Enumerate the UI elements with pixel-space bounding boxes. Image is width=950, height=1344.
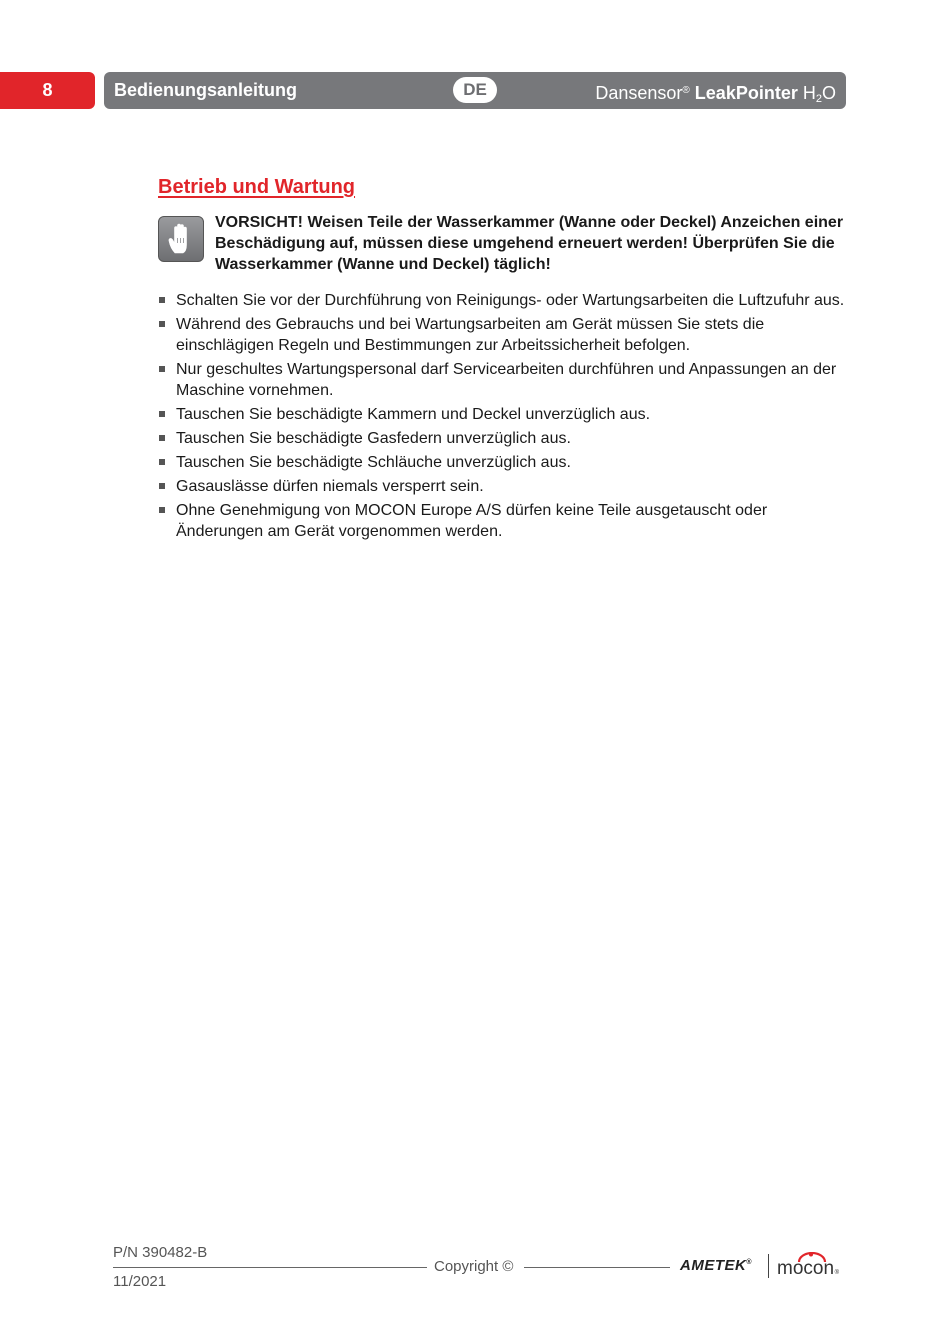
part-number: P/N 390482-B — [113, 1244, 208, 1261]
maintenance-list — [158, 290, 848, 545]
ametek-logo — [680, 1257, 752, 1274]
language-badge: DE — [453, 77, 497, 103]
footer-divider-right — [524, 1267, 670, 1268]
header-bar — [104, 72, 846, 109]
revision-date: 11/2021 — [113, 1273, 167, 1290]
product-title: LeakPointer — [694, 83, 798, 103]
ametek-logo-text: AMETEK — [680, 1257, 747, 1274]
list-item: Gasauslässe dürfen niemals versperrt sein. — [158, 476, 848, 497]
list-item: Tauschen Sie beschädigte Kammern und Deckel unverzüglich aus. — [158, 404, 848, 425]
list-item: Nur geschultes Wartungspersonal darf Servicearbeiten durchführen und Anpassungen an der Maschine vornehmen. — [158, 359, 848, 401]
ametek-tm: ® — [746, 1259, 753, 1266]
copyright: Copyright © — [434, 1258, 514, 1275]
list-item: Während des Gebrauchs und bei Wartungsarbeiten am Gerät müssen Sie stets die einschlägigen Regeln und Bestimmungen zur Arbeitssicherheit befolgen. — [158, 314, 848, 356]
logo-divider — [768, 1254, 769, 1278]
mocon-logo — [777, 1252, 839, 1278]
section-title: Betrieb und Wartung — [158, 176, 356, 198]
header-title: Bedienungsanleitung — [114, 80, 298, 100]
mocon-tm: ® — [834, 1270, 839, 1276]
caution-text: VORSICHT! Weisen Teile der Wasserkammer (Wanne oder Deckel) Anzeichen einer Beschädigung auf, müssen diese umgehend erneuert werden! Überprüfen Sie die Wasserkammer (Wanne und Deckel) täglich! — [215, 214, 844, 273]
page-number: 8 — [0, 72, 95, 109]
list-item: Tauschen Sie beschädigte Schläuche unverzüglich aus. — [158, 452, 848, 473]
stop-hand-icon — [158, 216, 204, 262]
list-item: Schalten Sie vor der Durchführung von Reinigungs- oder Wartungsarbeiten die Luftzufuhr aus. — [158, 290, 848, 311]
product-suffix-sub: 2 — [815, 93, 822, 105]
product-suffix-h: H — [802, 83, 816, 103]
product-suffix-o: O — [821, 83, 836, 103]
footer-divider-left — [113, 1267, 427, 1268]
hand-glyph — [166, 222, 196, 256]
product-name — [595, 72, 836, 112]
list-item: Ohne Genehmigung von MOCON Europe A/S dürfen keine Teile ausgetauscht oder Änderungen am Gerät vorgenommen werden. — [158, 500, 848, 542]
product-reg-mark: ® — [682, 85, 690, 96]
list-item: Tauschen Sie beschädigte Gasfedern unverzüglich aus. — [158, 428, 848, 449]
product-brand: Dansensor — [595, 83, 683, 103]
mocon-logo-text: mocon — [777, 1258, 835, 1279]
